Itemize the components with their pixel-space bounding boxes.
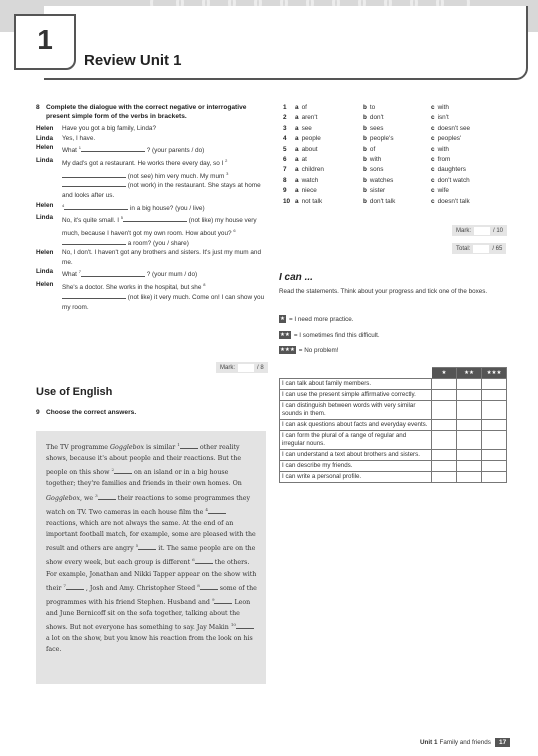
unit-banner bbox=[0, 0, 538, 88]
gap-blank[interactable] bbox=[98, 494, 116, 500]
option-row: 2 a aren't b don't c isn't bbox=[283, 113, 509, 123]
speaker-name: Helen bbox=[36, 281, 54, 289]
tick-box[interactable] bbox=[457, 379, 482, 390]
footer-title: Family and friends bbox=[439, 739, 491, 746]
tick-box[interactable] bbox=[432, 472, 457, 483]
tick-box[interactable] bbox=[432, 390, 457, 401]
tick-box[interactable] bbox=[457, 401, 482, 420]
speaker-name: Linda bbox=[36, 268, 54, 276]
unit-number: 1 bbox=[37, 24, 53, 55]
tick-box[interactable] bbox=[432, 379, 457, 390]
statement: I can form the plural of a range of regular and irregular nouns. bbox=[280, 431, 432, 450]
dialogue-line: Linda Yes, I have. bbox=[36, 134, 96, 142]
tick-box[interactable] bbox=[482, 379, 507, 390]
tick-box[interactable] bbox=[482, 461, 507, 472]
option-b[interactable]: b watches bbox=[363, 176, 394, 184]
tick-box[interactable] bbox=[432, 401, 457, 420]
dialogue-line: Linda My dad's got a restaurant. He works there every day, so I $^2$ (not see) him very much. My mum $^3$ (not work) in the restaurant. She stays at home and looks after us. bbox=[36, 156, 261, 199]
total-mark: Total: / 65 bbox=[452, 243, 506, 254]
exercise-8 bbox=[36, 103, 268, 312]
option-a[interactable]: a children bbox=[295, 166, 324, 174]
exercise-8-instruction: 8 Complete the dialogue with the correct negative or interrogative present simple form of the verbs in brackets. bbox=[36, 104, 247, 120]
answer-blank[interactable] bbox=[62, 181, 126, 187]
statement: I can distinguish between words with very similar sounds in them. bbox=[280, 401, 432, 420]
option-row: 4 a people b people's c peoples' bbox=[283, 134, 509, 144]
total-input[interactable] bbox=[473, 245, 489, 253]
header-two-stars: ★★ bbox=[457, 368, 482, 379]
option-b[interactable]: b of bbox=[363, 145, 376, 153]
statement: I can describe my friends. bbox=[280, 461, 432, 472]
speaker-name: Helen bbox=[36, 249, 54, 257]
tick-box[interactable] bbox=[457, 390, 482, 401]
section-heading-i-can: I can ... bbox=[279, 272, 313, 283]
tick-box[interactable] bbox=[457, 461, 482, 472]
key-one-star: ★ = I need more practice. bbox=[280, 315, 354, 323]
option-b[interactable]: b sees bbox=[363, 124, 384, 132]
tick-box[interactable] bbox=[482, 420, 507, 431]
speaker-name: Helen bbox=[36, 144, 54, 152]
dialogue-line: Linda What $^7$ ? (your mum / do) bbox=[36, 268, 198, 279]
option-c[interactable]: c doesn't see bbox=[431, 124, 471, 132]
statement: I can ask questions about facts and everyday events. bbox=[280, 420, 432, 431]
section-heading-use-of-english: Use of English bbox=[36, 386, 113, 398]
option-row: 6 a at b with c from bbox=[283, 155, 509, 165]
table-row bbox=[280, 461, 507, 472]
tick-box[interactable] bbox=[482, 450, 507, 461]
option-row: 10 a not talk b don't talk c doesn't talk bbox=[283, 197, 509, 207]
option-a[interactable]: a not talk bbox=[295, 197, 323, 205]
option-row: 5 a about b of c with bbox=[283, 145, 509, 155]
table-row bbox=[280, 431, 507, 450]
option-a[interactable]: a aren't bbox=[295, 114, 318, 122]
gap-blank[interactable] bbox=[195, 558, 213, 564]
gap-blank[interactable] bbox=[114, 468, 132, 474]
option-c[interactable]: c isn't bbox=[431, 114, 449, 122]
answer-options bbox=[283, 103, 509, 207]
answer-blank[interactable] bbox=[64, 204, 128, 210]
option-row: 1 a of b to c with bbox=[283, 103, 509, 113]
self-assessment-table bbox=[279, 367, 507, 483]
speaker-name: Linda bbox=[36, 134, 54, 142]
tick-box[interactable] bbox=[457, 431, 482, 450]
table-row bbox=[280, 472, 507, 483]
statement: I can use the present simple affirmative correctly. bbox=[280, 390, 432, 401]
key-two-stars: ★★ = I sometimes find this difficult. bbox=[280, 331, 380, 339]
option-c[interactable]: c with bbox=[431, 145, 449, 153]
answer-blank[interactable] bbox=[62, 239, 126, 245]
reading-text: The TV programme Gogglebox is similar $^1$ other reality shows, because it's about people and their reactions. But the people on this show $^2$ on an island or in a big house together; they're families and friends in their own homes. On Gogglebox, we $^3$ their reactions to some programmes they watch on TV. Two cameras in each house film the $^4$ reactions, which are not always the same. At the end of an important football match, for example, some are pleased with the result and others are angry $^5$ it. The same people are on the show every week, but each group is different $^6$ the others. For example, Jonathan and Nikki Tapper appear on the show with their $^7$ , Josh and Amy. Christopher Steed $^8$ some of the programmes with his friend Stephen. Husband and $^9$ Leon and June Bernicoff sit on the sofa together, talking about the shows. But not everyone has something to say. Jay Makin $^{10}$ a lot on the show, but you know his reaction from the look on his face. bbox=[36, 431, 266, 684]
tick-box[interactable] bbox=[482, 472, 507, 483]
dialogue-line: Helen She's a doctor. She works in the hospital, but she $^8$ (not like) it very much. Come on! I can show you my room. bbox=[36, 281, 265, 311]
tick-box[interactable] bbox=[482, 390, 507, 401]
mark-input[interactable] bbox=[238, 364, 254, 372]
gap-blank[interactable] bbox=[214, 598, 232, 604]
answer-blank[interactable] bbox=[62, 172, 126, 178]
gap-blank[interactable] bbox=[138, 544, 156, 550]
dialogue-line: Helen What $^1$ ? (your parents / do) bbox=[36, 144, 205, 155]
speaker-name: Helen bbox=[36, 125, 54, 132]
answer-blank[interactable] bbox=[81, 146, 145, 152]
statement: I can understand a text about brothers and sisters. bbox=[280, 450, 432, 461]
tick-box[interactable] bbox=[457, 420, 482, 431]
option-a[interactable]: a at bbox=[295, 156, 307, 164]
option-c[interactable]: c doesn't talk bbox=[431, 197, 470, 205]
gap-blank[interactable] bbox=[236, 623, 254, 629]
answer-blank[interactable] bbox=[81, 271, 145, 277]
dialogue-line: Helen No, I don't. I haven't got any brothers and sisters. It's just my mum and me. bbox=[36, 249, 262, 266]
table-header-row bbox=[280, 368, 507, 379]
dialogue-line: Linda No, it's quite small. I $^5$ (not like) my house very much, because I haven't got my own room. How about you? $^6$ a room? (you / share) bbox=[36, 214, 257, 247]
table-row bbox=[280, 450, 507, 461]
gap-blank[interactable] bbox=[208, 508, 226, 514]
option-b[interactable]: b people's bbox=[363, 135, 394, 143]
exercise-8-mark: Mark: / 8 bbox=[216, 362, 268, 373]
tick-box[interactable] bbox=[482, 431, 507, 450]
unit-number-box bbox=[14, 14, 76, 70]
header-one-star: ★ bbox=[432, 368, 457, 379]
header-three-stars: ★★★ bbox=[482, 368, 507, 379]
tick-box[interactable] bbox=[432, 431, 457, 450]
i-can-intro: Read the statements. Think about your progress and tick one of the boxes. bbox=[279, 288, 488, 295]
key-three-stars: ★★★ = No problem! bbox=[280, 346, 339, 354]
option-b[interactable]: b to bbox=[363, 104, 376, 111]
answer-blank[interactable] bbox=[123, 216, 187, 222]
option-row: 3 a see b sees c doesn't see bbox=[283, 124, 509, 134]
option-a[interactable]: a see bbox=[295, 124, 312, 132]
table-row bbox=[280, 420, 507, 431]
option-c[interactable]: c wife bbox=[431, 187, 449, 195]
option-row: 9 a niece b sister c wife bbox=[283, 186, 509, 196]
option-a[interactable]: a watch bbox=[295, 176, 319, 184]
speaker-name: Linda bbox=[36, 156, 54, 164]
gap-blank[interactable] bbox=[200, 584, 218, 590]
option-c[interactable]: c daughters bbox=[431, 166, 466, 174]
exercise-10-mark: Mark: / 10 bbox=[452, 225, 507, 236]
tick-box[interactable] bbox=[432, 461, 457, 472]
option-b[interactable]: b don't talk bbox=[363, 197, 396, 205]
option-b[interactable]: b with bbox=[363, 156, 382, 164]
speaker-name: Helen bbox=[36, 201, 54, 209]
tick-box[interactable] bbox=[482, 401, 507, 420]
exercise-9-instruction: 9 Choose the correct answers. bbox=[36, 409, 137, 416]
option-c[interactable]: c with bbox=[431, 104, 449, 111]
tick-box[interactable] bbox=[457, 472, 482, 483]
speaker-name: Linda bbox=[36, 214, 54, 222]
option-row: 7 a children b sons c daughters bbox=[283, 165, 509, 175]
option-a[interactable]: a people bbox=[295, 135, 321, 143]
tick-box[interactable] bbox=[432, 420, 457, 431]
tick-box[interactable] bbox=[432, 450, 457, 461]
option-c[interactable]: c don't watch bbox=[431, 176, 470, 184]
dialogue-line: Helen $^4$ in a big house? (you / live) bbox=[36, 201, 205, 212]
page-footer bbox=[420, 738, 510, 747]
option-row: 8 a watch b watches c don't watch bbox=[283, 176, 509, 186]
table-row bbox=[280, 390, 507, 401]
option-b[interactable]: b don't bbox=[363, 114, 384, 122]
option-a[interactable]: a of bbox=[295, 104, 307, 111]
tick-box[interactable] bbox=[457, 450, 482, 461]
dialogue-line: Helen Have you got a big family, Linda? bbox=[36, 125, 157, 132]
page-title: Review Unit 1 bbox=[84, 52, 182, 69]
option-a[interactable]: a about bbox=[295, 145, 318, 153]
statement: I can write a personal profile. bbox=[280, 472, 432, 483]
dialogue bbox=[36, 124, 268, 312]
answer-blank[interactable] bbox=[62, 293, 126, 299]
table-row bbox=[280, 401, 507, 420]
option-a[interactable]: a niece bbox=[295, 187, 317, 195]
footer-unit: Unit 1 bbox=[420, 739, 438, 746]
mark-input[interactable] bbox=[474, 227, 490, 235]
table-row bbox=[280, 379, 507, 390]
option-c[interactable]: c peoples' bbox=[431, 135, 462, 143]
statement: I can talk about family members. bbox=[280, 379, 432, 390]
gap-blank[interactable] bbox=[180, 443, 198, 449]
option-b[interactable]: b sister bbox=[363, 187, 386, 195]
option-b[interactable]: b sons bbox=[363, 166, 384, 174]
gap-blank[interactable] bbox=[66, 584, 84, 590]
option-c[interactable]: c from bbox=[431, 156, 451, 164]
page-number: 17 bbox=[495, 738, 510, 747]
